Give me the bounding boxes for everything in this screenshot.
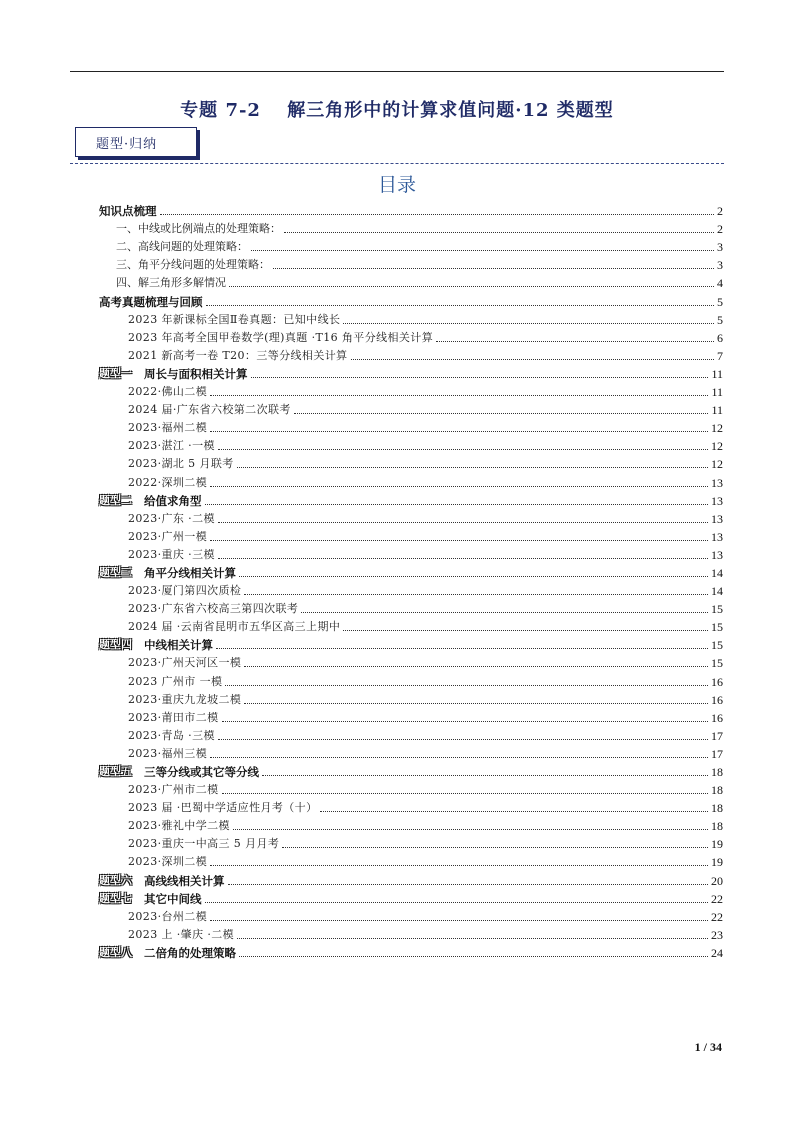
toc-entry[interactable] [99, 490, 723, 508]
toc-entry-title: 2023·重庆 ·三模 [128, 547, 215, 561]
toc-entry-title: 2023 届 ·巴蜀中学适应性月考（十） [128, 801, 318, 815]
toc-entry-title: 2023·厦门第四次质检 [128, 584, 242, 598]
dot-leader [251, 250, 714, 251]
type-tag: 题型八 [99, 945, 132, 959]
toc-page-number: 14 [711, 584, 723, 599]
toc-entry[interactable] [99, 869, 723, 887]
toc-page-number: 2 [717, 222, 723, 237]
toc-entry[interactable] [99, 942, 723, 960]
page-number: 1 / 34 [694, 1040, 722, 1054]
toc-entry-title: 2023 年新课标全国Ⅱ卷真题：已知中线长 [128, 312, 341, 326]
toc-page-number: 11 [711, 385, 723, 400]
toc-entry[interactable] [99, 797, 723, 815]
dot-leader [222, 793, 709, 794]
toc-page-number: 13 [711, 493, 723, 508]
toc-entry-title: 2022·深圳二模 [128, 475, 208, 489]
toc-page-number: 13 [711, 529, 723, 544]
toc-page-number: 16 [711, 674, 723, 689]
toc-page-number: 13 [711, 547, 723, 562]
toc-page-number: 17 [711, 746, 723, 761]
dot-leader [218, 739, 708, 740]
dot-leader [436, 341, 714, 342]
toc-entry-title: 2024 届·广东省六校第二次联考 [128, 403, 291, 417]
toc-entry-title: 2023·雅礼中学二模 [128, 819, 230, 833]
dot-leader [244, 594, 708, 595]
toc-entry[interactable] [99, 381, 723, 399]
toc-entry[interactable] [99, 453, 723, 471]
toc-page-number: 19 [711, 837, 723, 852]
dot-leader [210, 757, 708, 758]
toc-entry[interactable] [99, 327, 723, 345]
dot-leader [244, 703, 708, 704]
toc-entry[interactable] [99, 924, 723, 942]
toc-entry[interactable] [99, 562, 723, 580]
toc-entry[interactable] [99, 399, 723, 417]
toc-entry-title: 2023·青岛 ·三模 [128, 728, 215, 742]
dot-leader [210, 395, 708, 396]
toc-entry-title: 2021 新高考一卷 T20：三等分线相关计算 [128, 348, 348, 362]
type-title: 其它中间线 [144, 891, 202, 906]
dot-leader [160, 214, 715, 215]
toc-entry[interactable] [99, 290, 723, 308]
toc-entry-title: 2023 广州市 一模 [128, 674, 223, 688]
dot-leader [237, 467, 708, 468]
toc-page-number: 13 [711, 475, 723, 490]
toc-entry[interactable] [99, 544, 723, 562]
dot-leader [205, 902, 709, 903]
dot-leader [205, 504, 709, 505]
dot-leader [273, 268, 714, 269]
type-title: 中线相关计算 [144, 638, 213, 653]
toc-page-number: 19 [711, 855, 723, 870]
header-rule [70, 71, 724, 72]
dot-leader [282, 847, 708, 848]
toc-entry-title: 2023·广东 ·二模 [128, 511, 215, 525]
dot-leader [222, 721, 709, 722]
toc-entry[interactable] [99, 725, 723, 743]
toc-entry[interactable] [99, 906, 723, 924]
toc-entry-title [99, 638, 213, 652]
dot-leader [210, 540, 708, 541]
dot-leader [239, 576, 708, 577]
toc-page-number: 17 [711, 728, 723, 743]
toc-entry[interactable] [99, 670, 723, 688]
toc-page-number: 16 [711, 710, 723, 725]
toc-page-number: 3 [717, 258, 723, 273]
toc-entry-title [99, 494, 202, 508]
type-title: 周长与面积相关计算 [144, 366, 248, 381]
toc-page-number: 11 [711, 366, 723, 381]
toc-page-number: 2 [717, 204, 723, 219]
dot-leader [210, 920, 708, 921]
toc-heading: 目录 [377, 174, 416, 196]
toc-entry[interactable] [99, 689, 723, 707]
toc-page-number: 15 [711, 656, 723, 671]
toc-entry[interactable] [99, 254, 723, 272]
toc-page-number: 22 [711, 891, 723, 906]
dot-leader [216, 648, 708, 649]
toc-entry[interactable] [99, 598, 723, 616]
dot-leader [237, 938, 708, 939]
toc-entry-title [99, 566, 236, 580]
toc-entry-title: 2023·福州二模 [128, 421, 208, 435]
dot-leader [351, 359, 714, 360]
toc-page-number: 20 [711, 873, 723, 888]
dot-leader [218, 558, 708, 559]
toc-entry-title: 四、解三角形多解情况 [116, 276, 226, 290]
type-tag: 题型三 [99, 565, 132, 579]
dot-leader [244, 666, 708, 667]
toc-page-number: 18 [711, 819, 723, 834]
toc-page-number: 15 [711, 638, 723, 653]
toc-entry-title: 2023·广州天河区一模 [128, 656, 242, 670]
dot-leader [225, 685, 708, 686]
toc-entry-title: 2023·台州二模 [128, 909, 208, 923]
toc-page-number: 18 [711, 765, 723, 779]
toc-entry-title [99, 946, 236, 960]
toc-entry[interactable] [99, 526, 723, 544]
toc-page-number: 12 [711, 457, 723, 472]
toc-entry[interactable] [99, 616, 723, 634]
dot-leader [228, 884, 709, 885]
type-tag: 题型四 [99, 638, 132, 652]
toc-entry-title: 2023·湛江 ·一模 [128, 439, 215, 453]
toc-entry-title: 2023·广州市二模 [128, 783, 219, 797]
toc-page-number: 12 [711, 439, 723, 454]
toc-entry-title: 2023 上 ·肇庆 ·二模 [128, 927, 235, 941]
toc-page-number: 15 [711, 620, 723, 635]
toc-entry-title: 一、中线或比例端点的处理策略： [116, 222, 281, 236]
toc-entry-title: 2023·广州一模 [128, 529, 208, 543]
toc-page-number: 12 [711, 421, 723, 436]
toc-entry-title: 2023·福州三模 [128, 746, 208, 760]
toc-entry-title [99, 892, 202, 906]
type-title: 三等分线或其它等分线 [144, 765, 259, 779]
toc-entry-title: 2023·重庆九龙坡二模 [128, 692, 242, 706]
dot-leader [301, 612, 708, 613]
type-title: 二倍角的处理策略 [144, 945, 236, 960]
dot-leader [210, 486, 708, 487]
toc-page-number: 13 [711, 511, 723, 526]
toc-entry[interactable] [99, 236, 723, 254]
dot-leader [251, 377, 709, 378]
toc-entry[interactable] [99, 435, 723, 453]
dot-leader [284, 232, 714, 233]
toc-entry-title [99, 765, 259, 779]
toc-page-number: 6 [717, 330, 723, 345]
category-badge-label: 题型·归纳 [96, 136, 158, 152]
dot-leader [218, 522, 708, 523]
toc-entry-title: 2023·广东省六校高三第四次联考 [128, 602, 299, 616]
toc-page-number: 23 [711, 927, 723, 942]
toc-entry[interactable] [99, 309, 723, 327]
toc-entry[interactable] [99, 761, 723, 779]
toc-entry[interactable] [99, 652, 723, 670]
category-badge [75, 127, 197, 157]
toc-entry[interactable] [99, 851, 723, 869]
toc-page-number: 15 [711, 602, 723, 617]
dot-leader [294, 413, 709, 414]
document-title: 专题 7-2 解三角形中的计算求值问题·12 类题型 [180, 100, 614, 121]
dot-leader [239, 956, 708, 957]
dot-leader [210, 865, 708, 866]
toc-page-number: 3 [717, 240, 723, 255]
toc-entry[interactable] [99, 833, 723, 851]
toc-entry-title [99, 874, 225, 888]
dot-leader [320, 811, 708, 812]
toc-entry[interactable] [99, 363, 723, 381]
toc-entry-title: 2023·重庆一中高三 5 月月考 [128, 837, 280, 851]
toc-entry[interactable] [99, 417, 723, 435]
toc-entry-title: 2024 届 ·云南省昆明市五华区高三上期中 [128, 620, 341, 634]
toc-entry[interactable] [99, 634, 723, 652]
toc-entry-title: 2022·佛山二模 [128, 385, 208, 399]
dot-leader [206, 305, 715, 306]
type-tag: 题型七 [99, 891, 132, 905]
toc-entry[interactable] [99, 743, 723, 761]
toc-entry[interactable] [99, 815, 723, 833]
toc-entry[interactable] [99, 200, 723, 218]
toc-entry-title: 2023·深圳二模 [128, 855, 208, 869]
toc-entry[interactable] [99, 779, 723, 797]
toc-page-number: 22 [711, 909, 723, 924]
toc-entry[interactable] [99, 345, 723, 363]
type-title: 高线线相关计算 [144, 873, 225, 888]
toc-page-number: 5 [717, 294, 723, 309]
dashed-divider [70, 163, 724, 164]
toc-entry-title [99, 367, 248, 381]
type-tag: 题型一 [99, 366, 132, 380]
toc-entry[interactable] [99, 272, 723, 290]
dot-leader [343, 630, 708, 631]
toc-entry-title: 2023·湖北 5 月联考 [128, 457, 234, 471]
toc-page-number: 18 [711, 801, 723, 816]
toc-page-number: 18 [711, 783, 723, 798]
type-tag: 题型二 [99, 493, 132, 507]
toc-entry-title: 2023·莆田市二模 [128, 710, 219, 724]
toc-entry-title: 高考真题梳理与回顾 [99, 294, 203, 309]
toc-entry[interactable] [99, 888, 723, 906]
table-of-contents [99, 200, 723, 960]
toc-entry[interactable] [99, 580, 723, 598]
toc-entry-title: 二、高线问题的处理策略： [116, 240, 248, 254]
dot-leader [233, 829, 708, 830]
dot-leader [218, 449, 708, 450]
dot-leader [229, 286, 714, 287]
toc-entry[interactable] [99, 218, 723, 236]
toc-entry[interactable] [99, 471, 723, 489]
toc-entry[interactable] [99, 707, 723, 725]
toc-page-number: 16 [711, 692, 723, 707]
toc-page-number: 5 [717, 312, 723, 327]
toc-entry-title: 2023 年高考全国甲卷数学(理)真题 ·T16 角平分线相关计算 [128, 330, 434, 344]
dot-leader [262, 775, 708, 776]
dot-leader [210, 431, 708, 432]
type-title: 给值求角型 [144, 493, 202, 508]
toc-entry-title: 三、角平分线问题的处理策略： [116, 258, 270, 272]
type-tag: 题型六 [99, 873, 132, 887]
toc-entry-title: 知识点梳理 [99, 204, 157, 219]
type-tag: 题型五 [99, 765, 132, 778]
toc-page-number: 24 [711, 945, 723, 960]
dot-leader [343, 323, 714, 324]
toc-entry[interactable] [99, 508, 723, 526]
toc-page-number: 7 [717, 348, 723, 363]
toc-page-number: 14 [711, 565, 723, 580]
toc-page-number: 11 [711, 403, 723, 418]
toc-page-number: 4 [717, 276, 723, 291]
type-title: 角平分线相关计算 [144, 565, 236, 580]
